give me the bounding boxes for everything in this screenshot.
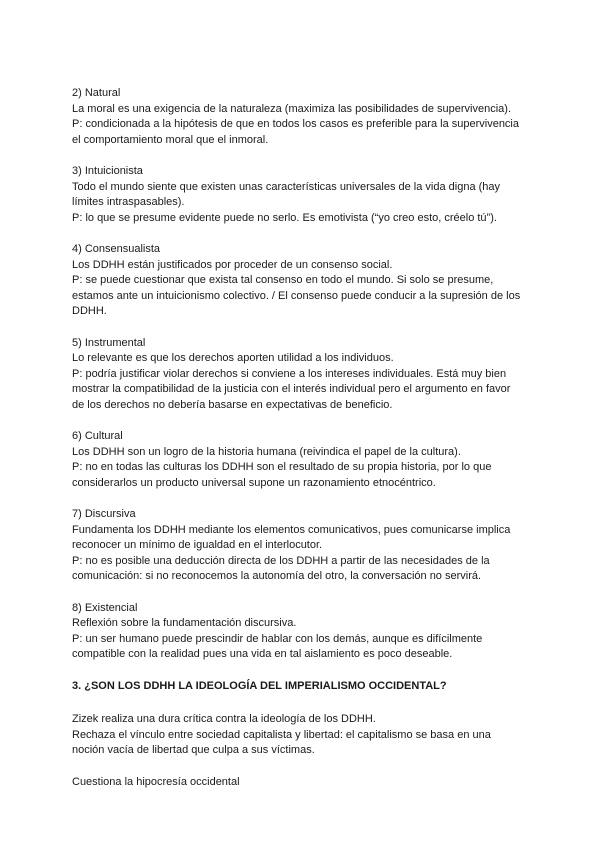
text-line: Fundamenta los DDHH mediante los elementos comunicativos, pues comunicarse implica <box>72 523 511 536</box>
section-title: 5) Instrumental <box>72 336 146 349</box>
text-line: mostrar la compatibilidad de la justicia con el interés individual pero el argumento en favor <box>72 383 511 395</box>
text-line: P: lo que se presume evidente puede no serlo. Es emotivista (“yo creo esto, créelo tú”). <box>72 211 497 224</box>
text-line: de los derechos no debería basarse en expectativas de beneficio. <box>72 398 393 411</box>
text-line: Rechaza el vínculo entre sociedad capitalista y libertad: el capitalismo se basa en una <box>72 728 491 741</box>
section-title: 7) Discursiva <box>72 508 136 520</box>
text-line: P: se puede cuestionar que exista tal consenso en todo el mundo. Si solo se presume, <box>72 274 494 286</box>
document-page <box>72 86 532 806</box>
text-line: el comportamiento moral que el inmoral. <box>72 133 269 146</box>
text-line: Lo relevante es que los derechos aporten utilidad a los individuos. <box>72 352 394 364</box>
text-line: P: podría justificar violar derechos si conviene a los intereses individuales. Está muy bien <box>72 367 507 380</box>
section-cultural <box>72 429 532 491</box>
text-line: límites intraspasables). <box>72 196 185 208</box>
text-line: estamos ante un intuicionismo colectivo. / El consenso puede conducir a la supresión de los <box>72 289 521 302</box>
text-line: Zizek realiza una dura crítica contra la ideología de los DDHH. <box>72 713 376 725</box>
text-line: P: condicionada a la hipótesis de que en todos los casos es preferible para la supervivencia <box>72 118 519 130</box>
section-title: 3) Intuicionista <box>72 165 143 177</box>
text-line: Reflexión sobre la fundamentación discursiva. <box>72 617 297 629</box>
text-line: comunicación: si no reconocemos la autonomía del otro, la conversación no servirá. <box>72 570 482 582</box>
section-natural <box>72 86 532 148</box>
text-line: Cuestiona la hipocresía occidental <box>72 775 240 788</box>
text-line: considerarlos un producto universal supone un razonamiento etnocéntrico. <box>72 476 436 489</box>
text-line: La moral es una exigencia de la naturaleza (maximiza las posibilidades de supervivencia). <box>72 102 512 115</box>
text-line: P: no es posible una deducción directa de los DDHH a partir de las necesidades de la <box>72 554 490 567</box>
section-heading: 3. ¿SON LOS DDHH LA IDEOLOGÍA DEL IMPERIALISMO OCCIDENTAL? <box>72 679 447 692</box>
text-line: reconocer un mínimo de igualdad en el interlocutor. <box>72 539 323 551</box>
closing-paragraph-1 <box>72 712 532 759</box>
text-line: Todo el mundo siente que existen unas características universales de la vida digna (hay <box>72 180 501 193</box>
section-title: 4) Consensualista <box>72 243 161 255</box>
section-title: 8) Existencial <box>72 601 138 614</box>
section-discursiva <box>72 507 532 585</box>
section-title: 2) Natural <box>72 87 121 99</box>
text-line: Los DDHH están justificados por proceder de un consenso social. <box>72 258 393 271</box>
section-consensualista <box>72 242 532 320</box>
text-line: DDHH. <box>72 305 107 317</box>
text-line: noción vacía de libertad que culpa a sus víctimas. <box>72 744 315 756</box>
text-line: compatible con la realidad pues una vida en tal aislamiento es poco deseable. <box>72 648 453 660</box>
text-line: P: no en todas las culturas los DDHH son el resultado de su propia historia, por lo que <box>72 461 492 473</box>
section-existencial <box>72 601 532 663</box>
text-line: Los DDHH son un logro de la historia humana (reivindica el papel de la cultura). <box>72 445 461 458</box>
text-line: P: un ser humano puede prescindir de hablar con los demás, aunque es difícilmente <box>72 632 483 645</box>
section-title: 6) Cultural <box>72 430 123 442</box>
closing-paragraph-2 <box>72 775 532 791</box>
section-intuicionista <box>72 164 532 226</box>
section-instrumental <box>72 336 532 414</box>
